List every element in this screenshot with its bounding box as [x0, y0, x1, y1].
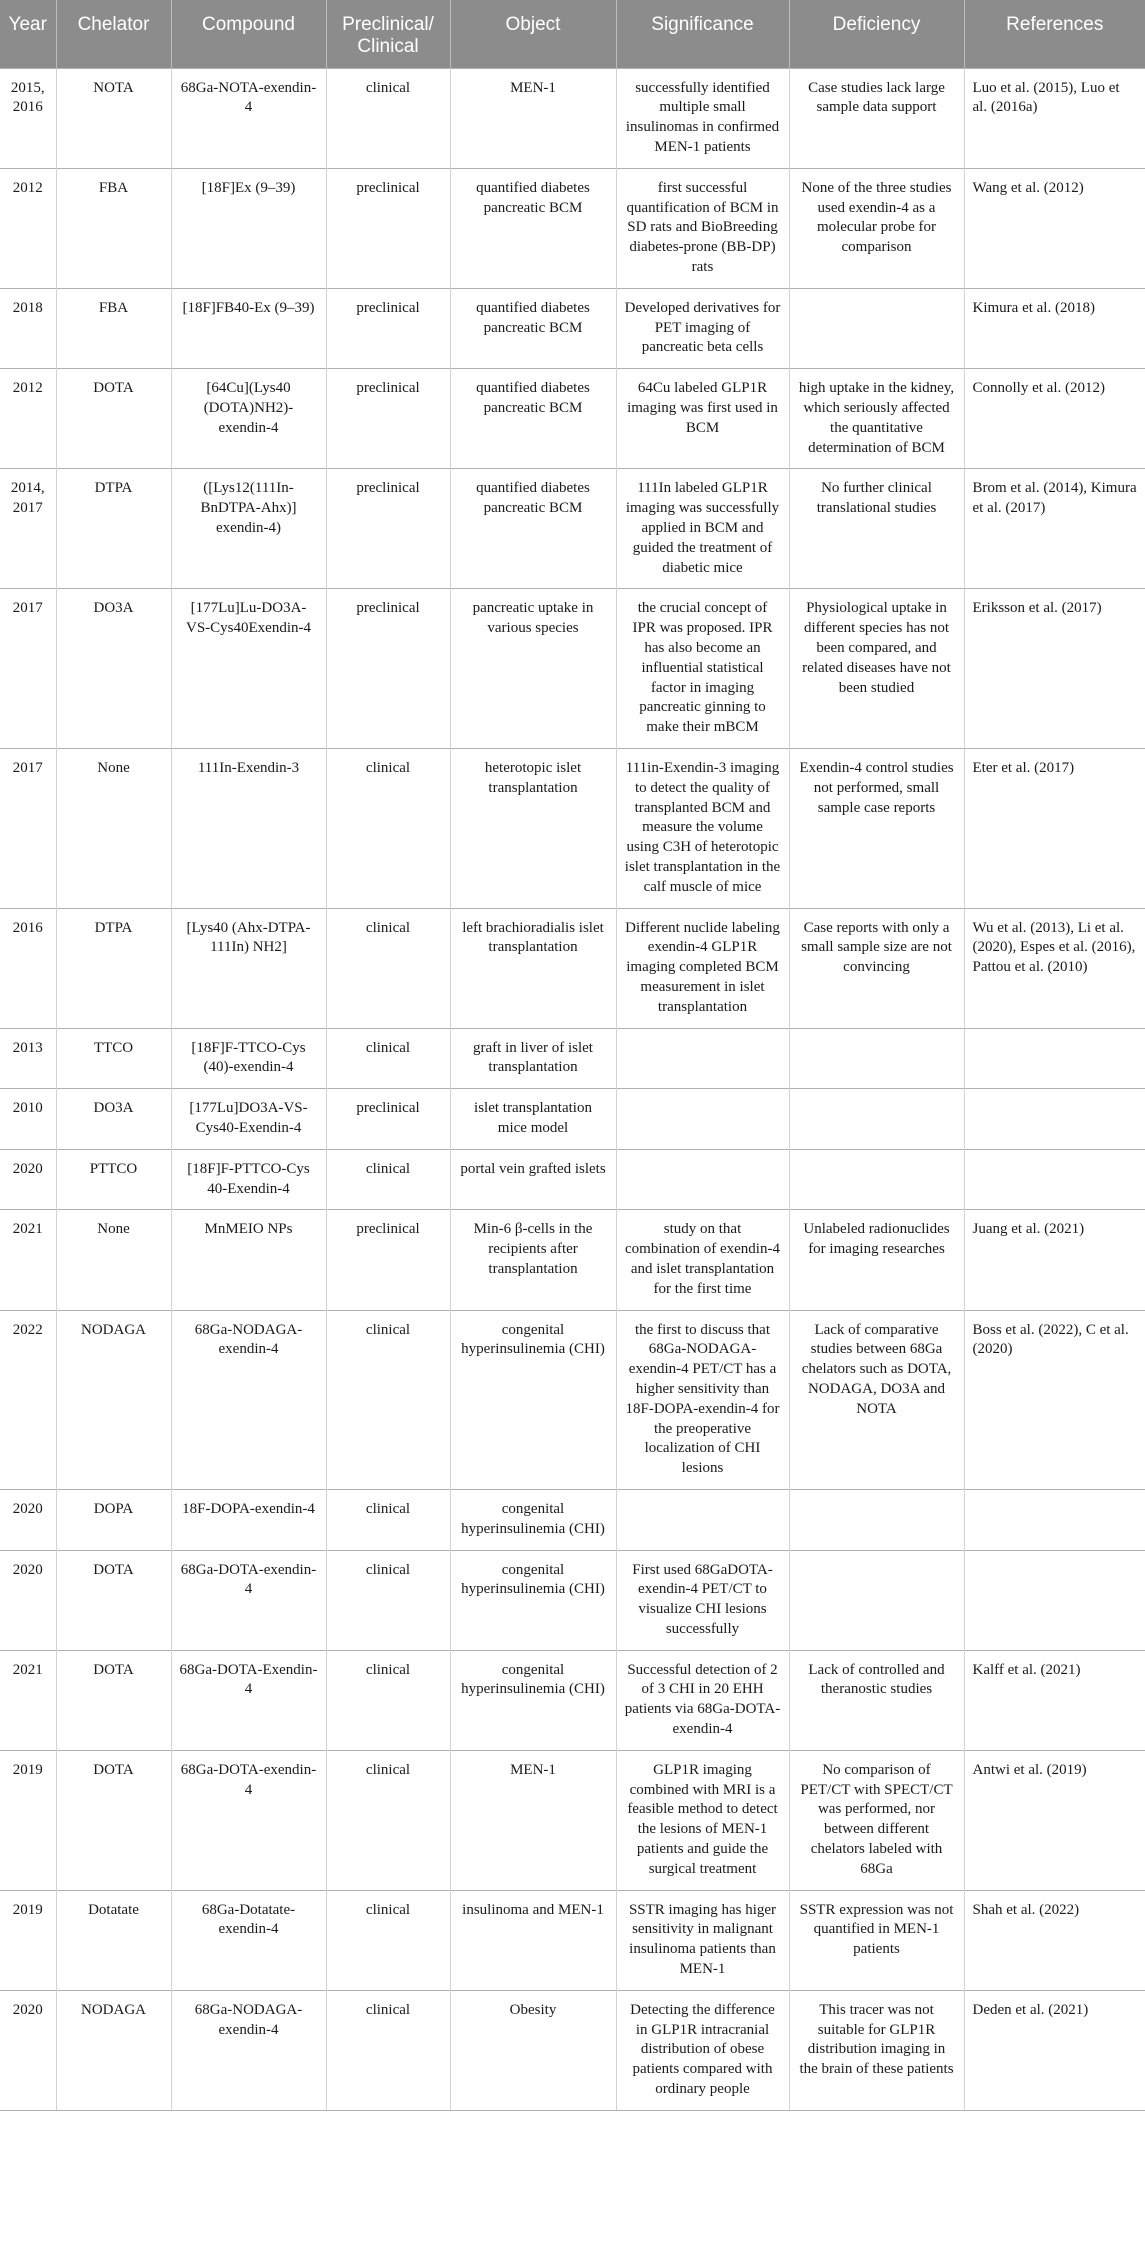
cell-references — [964, 1550, 1145, 1650]
cell-stage: preclinical — [326, 1089, 450, 1150]
cell-significance: First used 68GaDOTA-exendin-4 PET/CT to visualize CHI lesions successfully — [616, 1550, 789, 1650]
cell-compound: [177Lu]DO3A-VS-Cys40-Exendin-4 — [171, 1089, 326, 1150]
cell-chelator: PTTCO — [56, 1149, 171, 1210]
cell-compound: [18F]F-TTCO-Cys (40)-exendin-4 — [171, 1028, 326, 1089]
cell-significance: GLP1R imaging combined with MRI is a feasible method to detect the lesions of MEN-1 patients and guide the surgical treatment — [616, 1750, 789, 1890]
cell-stage: clinical — [326, 68, 450, 168]
table-row — [0, 68, 1145, 168]
cell-deficiency: No comparison of PET/CT with SPECT/CT was performed, nor between different chelators labeled with 68Ga — [789, 1750, 964, 1890]
table-row — [0, 589, 1145, 749]
cell-year: 2020 — [0, 1550, 56, 1650]
cell-year: 2020 — [0, 1489, 56, 1550]
cell-object: graft in liver of islet transplantation — [450, 1028, 616, 1089]
cell-chelator: DTPA — [56, 469, 171, 589]
table-row — [0, 1028, 1145, 1089]
cell-stage: preclinical — [326, 589, 450, 749]
cell-deficiency: Case reports with only a small sample size are not convincing — [789, 908, 964, 1028]
cell-deficiency: SSTR expression was not quantified in MEN-1 patients — [789, 1890, 964, 1990]
table-row — [0, 1550, 1145, 1650]
cell-year: 2021 — [0, 1650, 56, 1750]
cell-chelator: DOPA — [56, 1489, 171, 1550]
cell-chelator: NOTA — [56, 68, 171, 168]
cell-object: congenital hyperinsulinemia (CHI) — [450, 1310, 616, 1489]
header-row — [0, 0, 1145, 68]
cell-chelator: DO3A — [56, 1089, 171, 1150]
table-row — [0, 369, 1145, 469]
cell-object: congenital hyperinsulinemia (CHI) — [450, 1489, 616, 1550]
header-deficiency: Deficiency — [789, 0, 964, 68]
table-row — [0, 1149, 1145, 1210]
cell-stage: preclinical — [326, 1210, 450, 1310]
table-row — [0, 749, 1145, 909]
cell-compound: MnMEIO NPs — [171, 1210, 326, 1310]
cell-object: congenital hyperinsulinemia (CHI) — [450, 1550, 616, 1650]
cell-object: Obesity — [450, 1990, 616, 2110]
cell-year: 2017 — [0, 589, 56, 749]
cell-deficiency — [789, 1550, 964, 1650]
cell-chelator: FBA — [56, 288, 171, 368]
cell-stage: clinical — [326, 1890, 450, 1990]
cell-compound: 68Ga-NODAGA-exendin-4 — [171, 1990, 326, 2110]
cell-compound: [64Cu](Lys40 (DOTA)NH2)-exendin-4 — [171, 369, 326, 469]
cell-significance: the crucial concept of IPR was proposed. IPR has also become an influential statistical factor in imaging pancreatic ginning to make their mBCM — [616, 589, 789, 749]
cell-year: 2015, 2016 — [0, 68, 56, 168]
cell-deficiency: This tracer was not suitable for GLP1R distribution imaging in the brain of these patients — [789, 1990, 964, 2110]
cell-references: Shah et al. (2022) — [964, 1890, 1145, 1990]
cell-references — [964, 1089, 1145, 1150]
cell-deficiency: No further clinical translational studies — [789, 469, 964, 589]
header-object: Object — [450, 0, 616, 68]
cell-significance: Successful detection of 2 of 3 CHI in 20 EHH patients via 68Ga-DOTA-exendin-4 — [616, 1650, 789, 1750]
cell-compound: [Lys40 (Ahx-DTPA-111In) NH2] — [171, 908, 326, 1028]
cell-compound: 68Ga-Dotatate-exendin-4 — [171, 1890, 326, 1990]
cell-compound: 18F-DOPA-exendin-4 — [171, 1489, 326, 1550]
header-significance: Significance — [616, 0, 789, 68]
table-row — [0, 1650, 1145, 1750]
table-row — [0, 1990, 1145, 2110]
header-references: References — [964, 0, 1145, 68]
cell-object: insulinoma and MEN-1 — [450, 1890, 616, 1990]
cell-object: pancreatic uptake in various species — [450, 589, 616, 749]
cell-deficiency — [789, 1028, 964, 1089]
cell-year: 2021 — [0, 1210, 56, 1310]
cell-significance — [616, 1089, 789, 1150]
cell-object: quantified diabetes pancreatic BCM — [450, 168, 616, 288]
cell-compound: [177Lu]Lu-DO3A-VS-Cys40Exendin-4 — [171, 589, 326, 749]
cell-references: Connolly et al. (2012) — [964, 369, 1145, 469]
cell-significance — [616, 1489, 789, 1550]
table-row — [0, 469, 1145, 589]
cell-stage: clinical — [326, 1750, 450, 1890]
cell-references: Boss et al. (2022), C et al. (2020) — [964, 1310, 1145, 1489]
header-stage: Preclinical/ Clinical — [326, 0, 450, 68]
cell-stage: preclinical — [326, 288, 450, 368]
cell-significance: the first to discuss that 68Ga-NODAGA-exendin-4 PET/CT has a higher sensitivity than 18F-DOPA-exendin-4 for the preoperative localization of CHI lesions — [616, 1310, 789, 1489]
cell-references: Brom et al. (2014), Kimura et al. (2017) — [964, 469, 1145, 589]
cell-object: MEN-1 — [450, 68, 616, 168]
cell-stage: clinical — [326, 1028, 450, 1089]
cell-year: 2016 — [0, 908, 56, 1028]
cell-stage: clinical — [326, 749, 450, 909]
cell-references — [964, 1489, 1145, 1550]
cell-references: Deden et al. (2021) — [964, 1990, 1145, 2110]
cell-year: 2019 — [0, 1890, 56, 1990]
cell-references — [964, 1028, 1145, 1089]
cell-significance: first successful quantification of BCM in SD rats and BioBreeding diabetes-prone (BB-DP) rats — [616, 168, 789, 288]
cell-deficiency — [789, 1149, 964, 1210]
cell-chelator: DOTA — [56, 1550, 171, 1650]
cell-references: Luo et al. (2015), Luo et al. (2016a) — [964, 68, 1145, 168]
cell-object: congenital hyperinsulinemia (CHI) — [450, 1650, 616, 1750]
cell-chelator: DOTA — [56, 1650, 171, 1750]
cell-chelator: DOTA — [56, 1750, 171, 1890]
cell-object: heterotopic islet transplantation — [450, 749, 616, 909]
cell-stage: preclinical — [326, 469, 450, 589]
cell-year: 2022 — [0, 1310, 56, 1489]
table-row — [0, 1890, 1145, 1990]
cell-year: 2012 — [0, 369, 56, 469]
cell-significance — [616, 1149, 789, 1210]
cell-references — [964, 1149, 1145, 1210]
cell-chelator: None — [56, 1210, 171, 1310]
cell-deficiency — [789, 1489, 964, 1550]
cell-compound: 111In-Exendin-3 — [171, 749, 326, 909]
cell-year: 2019 — [0, 1750, 56, 1890]
cell-significance: study on that combination of exendin-4 and islet transplantation for the first time — [616, 1210, 789, 1310]
table-row — [0, 288, 1145, 368]
cell-compound: 68Ga-NODAGA-exendin-4 — [171, 1310, 326, 1489]
cell-significance: Detecting the difference in GLP1R intracranial distribution of obese patients compared with ordinary people — [616, 1990, 789, 2110]
cell-deficiency — [789, 288, 964, 368]
cell-object: Min-6 β-cells in the recipients after transplantation — [450, 1210, 616, 1310]
cell-object: left brachioradialis islet transplantation — [450, 908, 616, 1028]
cell-stage: clinical — [326, 1489, 450, 1550]
table-row — [0, 1750, 1145, 1890]
cell-chelator: NODAGA — [56, 1310, 171, 1489]
cell-compound: 68Ga-DOTA-Exendin-4 — [171, 1650, 326, 1750]
cell-compound: [18F]F-PTTCO-Cys 40-Exendin-4 — [171, 1149, 326, 1210]
cell-references: Eter et al. (2017) — [964, 749, 1145, 909]
cell-chelator: DOTA — [56, 369, 171, 469]
header-chelator: Chelator — [56, 0, 171, 68]
cell-chelator: FBA — [56, 168, 171, 288]
cell-references: Kimura et al. (2018) — [964, 288, 1145, 368]
cell-year: 2012 — [0, 168, 56, 288]
cell-stage: preclinical — [326, 369, 450, 469]
cell-object: quantified diabetes pancreatic BCM — [450, 369, 616, 469]
cell-references: Eriksson et al. (2017) — [964, 589, 1145, 749]
cell-chelator: Dotatate — [56, 1890, 171, 1990]
table-row — [0, 908, 1145, 1028]
cell-deficiency: Unlabeled radionuclides for imaging researches — [789, 1210, 964, 1310]
cell-chelator: DTPA — [56, 908, 171, 1028]
cell-year: 2017 — [0, 749, 56, 909]
cell-references: Antwi et al. (2019) — [964, 1750, 1145, 1890]
cell-year: 2020 — [0, 1149, 56, 1210]
cell-significance — [616, 1028, 789, 1089]
cell-compound: 68Ga-DOTA-exendin-4 — [171, 1750, 326, 1890]
header-year: Year — [0, 0, 56, 68]
cell-object: MEN-1 — [450, 1750, 616, 1890]
cell-chelator: TTCO — [56, 1028, 171, 1089]
cell-significance: successfully identified multiple small insulinomas in confirmed MEN-1 patients — [616, 68, 789, 168]
cell-chelator: NODAGA — [56, 1990, 171, 2110]
cell-object: quantified diabetes pancreatic BCM — [450, 469, 616, 589]
cell-compound: 68Ga-NOTA-exendin-4 — [171, 68, 326, 168]
table-row — [0, 168, 1145, 288]
cell-significance: Developed derivatives for PET imaging of pancreatic beta cells — [616, 288, 789, 368]
table-row — [0, 1489, 1145, 1550]
cell-stage: clinical — [326, 1310, 450, 1489]
cell-deficiency: Exendin-4 control studies not performed, small sample case reports — [789, 749, 964, 909]
cell-compound: 68Ga-DOTA-exendin-4 — [171, 1550, 326, 1650]
table-row — [0, 1310, 1145, 1489]
cell-stage: clinical — [326, 1990, 450, 2110]
cell-deficiency: Case studies lack large sample data support — [789, 68, 964, 168]
cell-chelator: DO3A — [56, 589, 171, 749]
cell-references: Wang et al. (2012) — [964, 168, 1145, 288]
cell-year: 2013 — [0, 1028, 56, 1089]
cell-stage: clinical — [326, 1550, 450, 1650]
cell-year: 2020 — [0, 1990, 56, 2110]
cell-significance: Different nuclide labeling exendin-4 GLP1R imaging completed BCM measurement in islet transplantation — [616, 908, 789, 1028]
cell-deficiency: None of the three studies used exendin-4 as a molecular probe for comparison — [789, 168, 964, 288]
cell-compound: ([Lys12(111In-BnDTPA-Ahx)] exendin-4) — [171, 469, 326, 589]
cell-stage: clinical — [326, 1149, 450, 1210]
cell-compound: [18F]FB40-Ex (9–39) — [171, 288, 326, 368]
cell-deficiency: high uptake in the kidney, which seriously affected the quantitative determination of BCM — [789, 369, 964, 469]
cell-deficiency — [789, 1089, 964, 1150]
cell-stage: clinical — [326, 908, 450, 1028]
cell-references: Wu et al. (2013), Li et al. (2020), Espes et al. (2016), Pattou et al. (2010) — [964, 908, 1145, 1028]
table-row — [0, 1089, 1145, 1150]
cell-object: portal vein grafted islets — [450, 1149, 616, 1210]
cell-significance: 111in-Exendin-3 imaging to detect the quality of transplanted BCM and measure the volume using C3H of heterotopic islet transplantation in the calf muscle of mice — [616, 749, 789, 909]
cell-year: 2014, 2017 — [0, 469, 56, 589]
cell-deficiency: Lack of controlled and theranostic studies — [789, 1650, 964, 1750]
cell-references: Kalff et al. (2021) — [964, 1650, 1145, 1750]
header-compound: Compound — [171, 0, 326, 68]
cell-year: 2010 — [0, 1089, 56, 1150]
cell-deficiency: Physiological uptake in different species has not been compared, and related diseases have not been studied — [789, 589, 964, 749]
cell-compound: [18F]Ex (9–39) — [171, 168, 326, 288]
cell-object: quantified diabetes pancreatic BCM — [450, 288, 616, 368]
cell-year: 2018 — [0, 288, 56, 368]
cell-deficiency: Lack of comparative studies between 68Ga chelators such as DOTA, NODAGA, DO3A and NOTA — [789, 1310, 964, 1489]
cell-chelator: None — [56, 749, 171, 909]
cell-object: islet transplantation mice model — [450, 1089, 616, 1150]
cell-stage: clinical — [326, 1650, 450, 1750]
cell-significance: SSTR imaging has higer sensitivity in malignant insulinoma patients than MEN-1 — [616, 1890, 789, 1990]
table-row — [0, 1210, 1145, 1310]
cell-stage: preclinical — [326, 168, 450, 288]
cell-references: Juang et al. (2021) — [964, 1210, 1145, 1310]
cell-significance: 111In labeled GLP1R imaging was successfully applied in BCM and guided the treatment of diabetic mice — [616, 469, 789, 589]
cell-significance: 64Cu labeled GLP1R imaging was first used in BCM — [616, 369, 789, 469]
